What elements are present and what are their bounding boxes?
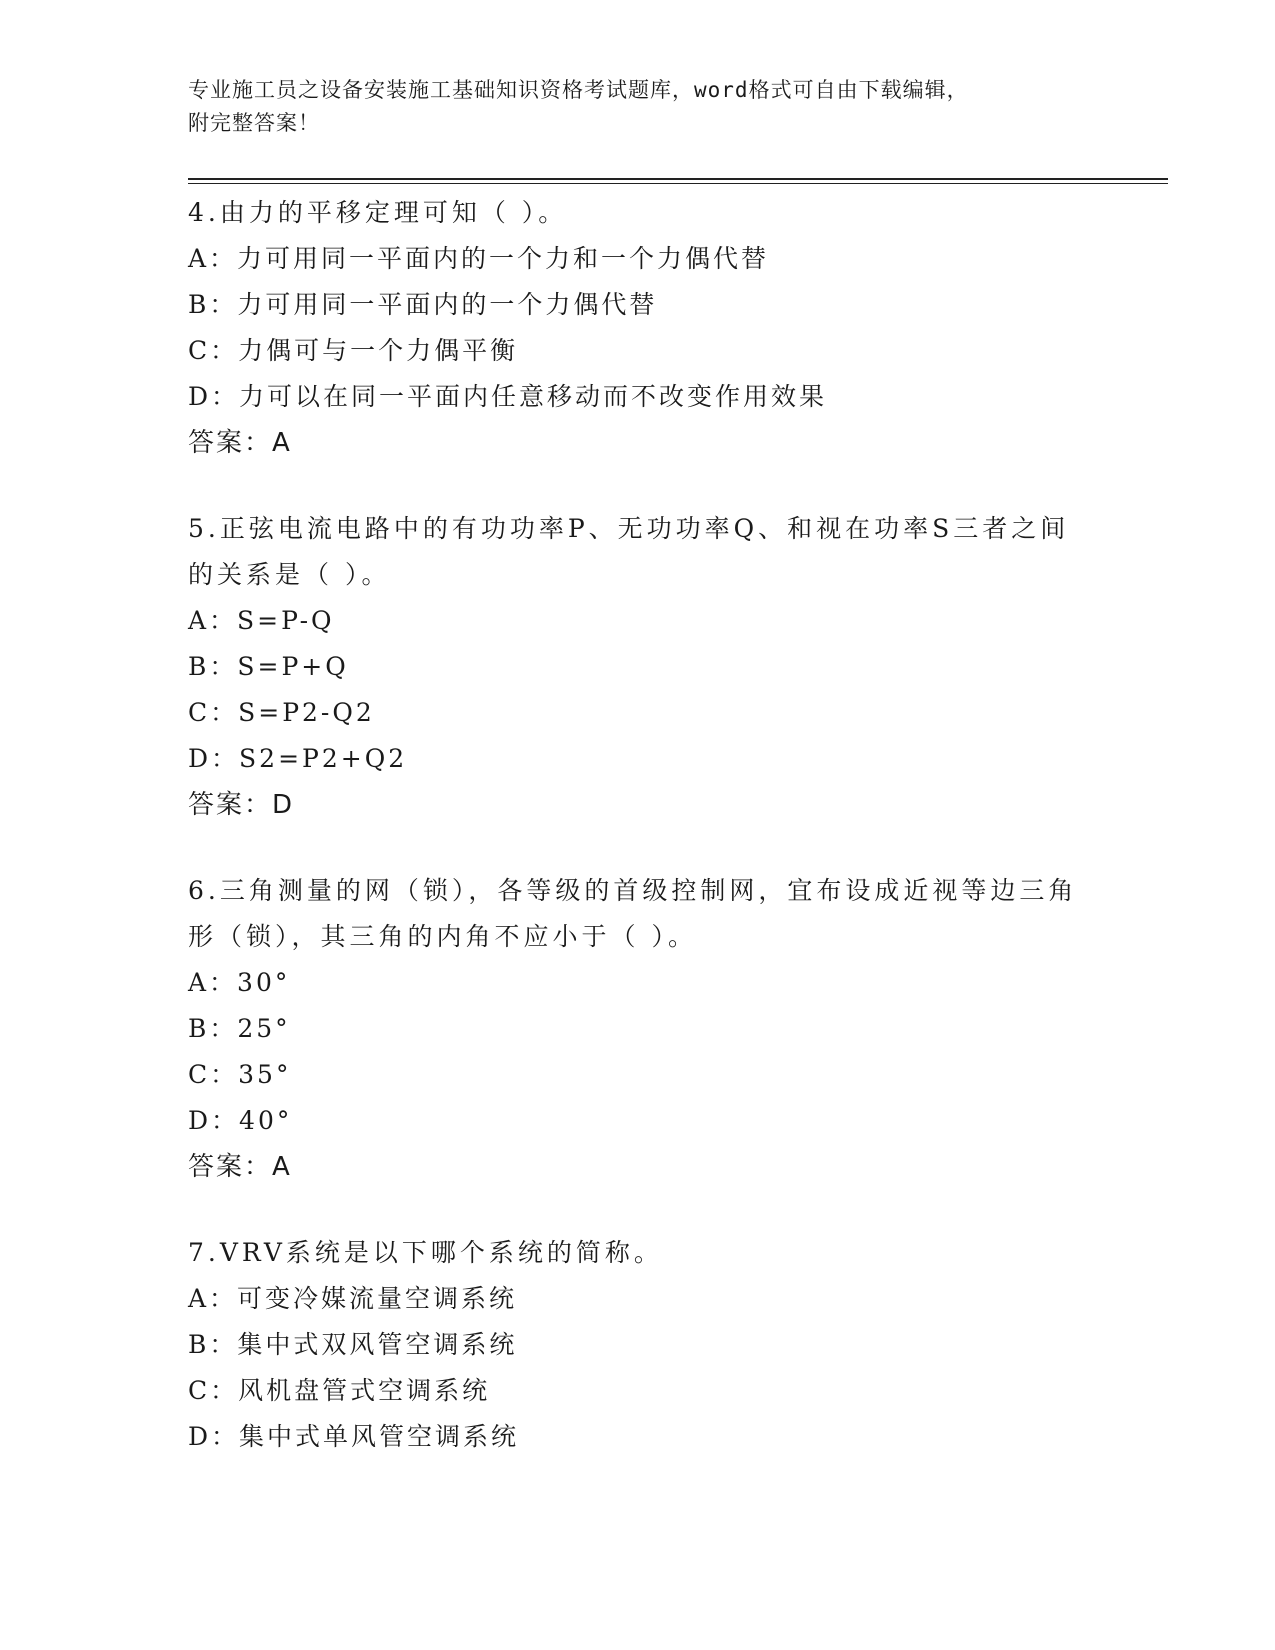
question-4 <box>188 190 1088 466</box>
answer: 答案：A <box>188 428 292 458</box>
question-title: 6.三角测量的网（锁），各等级的首级控制网，宜布设成近视等边三角形（锁），其三角的内角不应小于（ ）。 <box>188 876 1078 951</box>
option-b: B：S=P+Q <box>188 652 349 681</box>
option-b: B：集中式双风管空调系统 <box>188 1330 518 1359</box>
option-c: C：风机盘管式空调系统 <box>188 1376 491 1405</box>
option-b: B：力可用同一平面内的一个力偶代替 <box>188 290 658 319</box>
answer: 答案：D <box>188 790 295 820</box>
option-c: C：力偶可与一个力偶平衡 <box>188 336 519 365</box>
question-title: 5.正弦电流电路中的有功功率P、无功功率Q、和视在功率S三者之间的关系是（ ）。 <box>188 514 1070 589</box>
question-6 <box>188 868 1088 1190</box>
option-a: A：30° <box>188 968 291 997</box>
option-d: D：集中式单风管空调系统 <box>188 1422 520 1451</box>
option-c: C：35° <box>188 1060 292 1089</box>
option-b: B：25° <box>188 1014 291 1043</box>
question-list <box>188 190 1088 1500</box>
header-line-2: 附完整答案！ <box>188 111 320 135</box>
question-title: 7.VRV系统是以下哪个系统的简称。 <box>188 1238 663 1267</box>
option-a: A：S=P-Q <box>188 606 335 635</box>
header-divider-thin <box>188 183 1168 184</box>
option-c: C：S=P2-Q2 <box>188 698 375 727</box>
answer: 答案：A <box>188 1152 292 1182</box>
question-5 <box>188 506 1088 828</box>
option-a: A：可变冷媒流量空调系统 <box>188 1284 518 1313</box>
question-title: 4.由力的平移定理可知（ ）。 <box>188 198 568 227</box>
header-divider-thick <box>188 178 1168 180</box>
option-d: D：40° <box>188 1106 293 1135</box>
option-d: D：力可以在同一平面内任意移动而不改变作用效果 <box>188 382 828 411</box>
option-d: D：S2=P2+Q2 <box>188 744 408 773</box>
question-7 <box>188 1230 1088 1460</box>
option-a: A：力可用同一平面内的一个力和一个力偶代替 <box>188 244 770 273</box>
document-header <box>188 74 1068 140</box>
header-line-1: 专业施工员之设备安装施工基础知识资格考试题库，word格式可自由下载编辑， <box>188 78 969 102</box>
